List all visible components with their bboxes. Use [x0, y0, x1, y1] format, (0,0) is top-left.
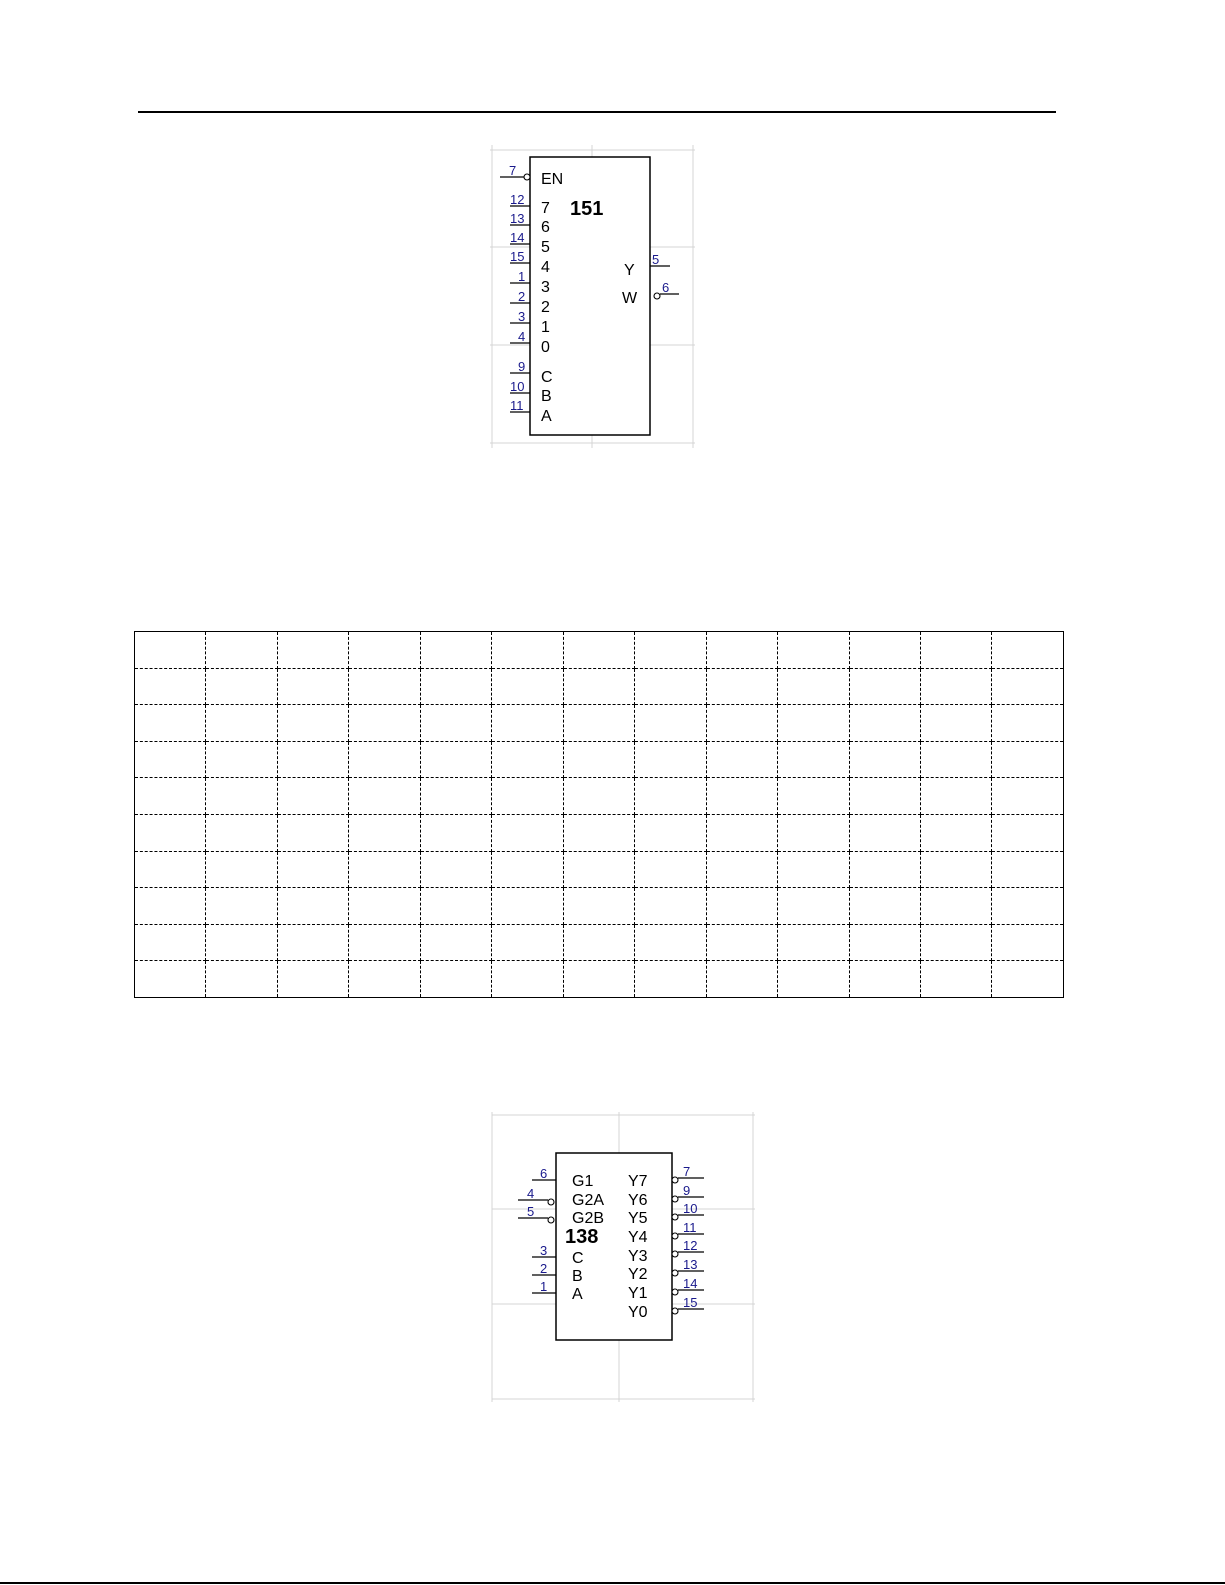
table-cell[interactable] — [706, 961, 777, 998]
pin-number: 2 — [518, 289, 526, 304]
table-cell[interactable] — [135, 888, 206, 925]
pin-label: Y4 — [628, 1229, 648, 1246]
table-cell[interactable] — [849, 778, 920, 815]
table-cell[interactable] — [778, 778, 849, 815]
table-cell[interactable] — [992, 888, 1064, 925]
table-cell[interactable] — [492, 705, 563, 742]
table-cell[interactable] — [992, 814, 1064, 851]
table-row — [135, 924, 1064, 961]
table-cell[interactable] — [349, 778, 420, 815]
table-cell[interactable] — [563, 888, 634, 925]
table-cell[interactable] — [420, 778, 491, 815]
table-cell[interactable] — [135, 814, 206, 851]
table-cell[interactable] — [635, 668, 706, 705]
pin-number: 5 — [527, 1204, 535, 1219]
table-cell[interactable] — [920, 778, 991, 815]
table-cell[interactable] — [349, 888, 420, 925]
header-rule — [138, 111, 1056, 113]
chip-151-figure — [490, 145, 705, 450]
table-cell[interactable] — [277, 961, 348, 998]
table-cell[interactable] — [563, 851, 634, 888]
table-cell[interactable] — [920, 851, 991, 888]
table-row — [135, 668, 1064, 705]
inversion-bubble — [548, 1217, 554, 1223]
pin-label: G1 — [572, 1173, 594, 1190]
pin-label: Y2 — [628, 1266, 648, 1283]
pin-label: B — [572, 1268, 583, 1285]
table-cell[interactable] — [849, 705, 920, 742]
pin-number: 9 — [518, 359, 526, 374]
table-cell[interactable] — [992, 741, 1064, 778]
table-cell[interactable] — [277, 668, 348, 705]
pin-label: 5 — [541, 239, 550, 256]
table-cell[interactable] — [420, 705, 491, 742]
table-row — [135, 814, 1064, 851]
table-cell[interactable] — [992, 705, 1064, 742]
table-cell[interactable] — [635, 888, 706, 925]
chip-138-figure — [492, 1112, 757, 1404]
table-cell[interactable] — [563, 741, 634, 778]
table-cell[interactable] — [420, 851, 491, 888]
inversion-bubble — [548, 1199, 554, 1205]
pin-label: Y1 — [628, 1285, 648, 1302]
table-cell[interactable] — [706, 814, 777, 851]
table-cell[interactable] — [992, 778, 1064, 815]
table-cell[interactable] — [778, 961, 849, 998]
pin-number: 14 — [683, 1276, 698, 1291]
inversion-bubble — [672, 1177, 678, 1183]
table-cell[interactable] — [635, 961, 706, 998]
table-cell[interactable] — [706, 851, 777, 888]
table-cell[interactable] — [492, 814, 563, 851]
pin-label: Y5 — [628, 1210, 648, 1227]
inversion-bubble — [672, 1289, 678, 1295]
table-cell[interactable] — [206, 851, 277, 888]
table-cell[interactable] — [349, 632, 420, 669]
pin-label: 6 — [541, 219, 550, 236]
table-row — [135, 961, 1064, 998]
table-cell[interactable] — [920, 888, 991, 925]
table-cell[interactable] — [849, 632, 920, 669]
table-cell[interactable] — [706, 705, 777, 742]
table-row — [135, 705, 1064, 742]
table-cell[interactable] — [420, 961, 491, 998]
table-cell[interactable] — [135, 632, 206, 669]
table-cell[interactable] — [920, 961, 991, 998]
table-cell[interactable] — [706, 741, 777, 778]
table-cell[interactable] — [420, 814, 491, 851]
table-cell[interactable] — [563, 778, 634, 815]
table-cell[interactable] — [920, 814, 991, 851]
table-cell[interactable] — [920, 741, 991, 778]
table-cell[interactable] — [277, 924, 348, 961]
chip-138-svg — [492, 1112, 757, 1404]
table-cell[interactable] — [492, 668, 563, 705]
table-cell[interactable] — [420, 741, 491, 778]
table-cell[interactable] — [778, 888, 849, 925]
table-cell[interactable] — [277, 888, 348, 925]
chip-151-svg — [490, 145, 705, 450]
pin-label: C — [572, 1250, 584, 1267]
table-cell[interactable] — [706, 668, 777, 705]
table-cell[interactable] — [920, 632, 991, 669]
table-cell[interactable] — [778, 814, 849, 851]
pin-number: 13 — [510, 211, 525, 226]
table-cell[interactable] — [206, 741, 277, 778]
table-cell[interactable] — [635, 778, 706, 815]
table-cell[interactable] — [778, 705, 849, 742]
table-cell[interactable] — [492, 741, 563, 778]
table-cell[interactable] — [778, 632, 849, 669]
pin-label: A — [541, 408, 552, 425]
pin-label: 3 — [541, 279, 550, 296]
table-cell[interactable] — [992, 632, 1064, 669]
table-cell[interactable] — [420, 668, 491, 705]
table-row — [135, 888, 1064, 925]
table-cell[interactable] — [206, 705, 277, 742]
table-cell[interactable] — [563, 668, 634, 705]
pin-number: 1 — [540, 1279, 548, 1294]
pin-label: 0 — [541, 339, 550, 356]
table-cell[interactable] — [849, 814, 920, 851]
pin-label: G2A — [572, 1192, 605, 1209]
chip-name: 138 — [565, 1226, 599, 1248]
pin-label: W — [622, 290, 638, 307]
table-cell[interactable] — [992, 668, 1064, 705]
table-cell[interactable] — [206, 888, 277, 925]
pin-number: 7 — [509, 163, 517, 178]
table-row — [135, 632, 1064, 669]
table-cell[interactable] — [849, 851, 920, 888]
table-cell[interactable] — [277, 632, 348, 669]
inversion-bubble — [672, 1308, 678, 1314]
pin-number: 6 — [662, 280, 670, 295]
table-row — [135, 741, 1064, 778]
table-cell[interactable] — [349, 668, 420, 705]
table-cell[interactable] — [635, 741, 706, 778]
inversion-bubble — [654, 293, 660, 299]
inversion-bubble — [672, 1233, 678, 1239]
pin-label: Y0 — [628, 1304, 648, 1321]
table-cell[interactable] — [635, 924, 706, 961]
table-cell[interactable] — [849, 888, 920, 925]
pin-number: 10 — [683, 1201, 698, 1216]
pin-label: Y6 — [628, 1192, 648, 1209]
inversion-bubble — [672, 1270, 678, 1276]
table-cell[interactable] — [135, 741, 206, 778]
pin-number: 4 — [518, 329, 526, 344]
table-cell[interactable] — [706, 632, 777, 669]
pin-number: 6 — [540, 1166, 548, 1181]
table-cell[interactable] — [135, 705, 206, 742]
table-cell[interactable] — [563, 632, 634, 669]
table-cell[interactable] — [849, 924, 920, 961]
pin-number: 11 — [510, 398, 524, 413]
table-cell[interactable] — [135, 924, 206, 961]
footer-rule — [0, 1582, 1225, 1584]
pin-number: 11 — [683, 1220, 697, 1235]
pin-label: Y3 — [628, 1248, 648, 1265]
table-cell[interactable] — [420, 632, 491, 669]
table-cell[interactable] — [849, 668, 920, 705]
table-cell[interactable] — [563, 814, 634, 851]
table-cell[interactable] — [563, 924, 634, 961]
table-cell[interactable] — [135, 778, 206, 815]
table-cell[interactable] — [206, 924, 277, 961]
table-cell[interactable] — [920, 668, 991, 705]
pin-number: 7 — [683, 1164, 691, 1179]
table-cell[interactable] — [349, 741, 420, 778]
table-cell[interactable] — [563, 705, 634, 742]
pin-label: EN — [541, 171, 564, 188]
table-cell[interactable] — [778, 668, 849, 705]
pin-label: 1 — [541, 319, 550, 336]
pin-label: Y — [624, 262, 635, 279]
table-cell[interactable] — [135, 961, 206, 998]
inversion-bubble — [524, 174, 530, 180]
table-cell[interactable] — [135, 668, 206, 705]
table-cell[interactable] — [992, 961, 1064, 998]
table-cell[interactable] — [635, 814, 706, 851]
table-cell[interactable] — [277, 814, 348, 851]
table-row — [135, 778, 1064, 815]
table-cell[interactable] — [349, 705, 420, 742]
pin-number: 1 — [518, 269, 526, 284]
pin-number: 14 — [510, 230, 525, 245]
pin-label: C — [541, 369, 553, 386]
table-cell[interactable] — [635, 705, 706, 742]
inversion-bubble — [672, 1251, 678, 1257]
pin-number: 3 — [518, 309, 526, 324]
chip-name: 151 — [570, 198, 604, 220]
table-cell[interactable] — [706, 888, 777, 925]
inversion-bubble — [672, 1214, 678, 1220]
pin-number: 15 — [510, 249, 525, 264]
table-cell[interactable] — [920, 924, 991, 961]
pin-number: 10 — [510, 379, 525, 394]
table-cell[interactable] — [706, 778, 777, 815]
table-cell[interactable] — [778, 741, 849, 778]
table-cell[interactable] — [492, 924, 563, 961]
table-cell[interactable] — [349, 961, 420, 998]
pin-label: 4 — [541, 259, 550, 276]
table-cell[interactable] — [635, 632, 706, 669]
table-cell[interactable] — [992, 924, 1064, 961]
pin-label: B — [541, 388, 552, 405]
pin-label: G2B — [572, 1210, 605, 1227]
table-row — [135, 851, 1064, 888]
table-cell[interactable] — [920, 705, 991, 742]
table-cell[interactable] — [206, 668, 277, 705]
pin-number: 13 — [683, 1257, 698, 1272]
table-cell[interactable] — [349, 924, 420, 961]
table-cell[interactable] — [635, 851, 706, 888]
table-cell[interactable] — [206, 814, 277, 851]
pin-number: 12 — [510, 192, 525, 207]
table-cell[interactable] — [349, 851, 420, 888]
table-cell[interactable] — [277, 778, 348, 815]
pin-number: 5 — [652, 252, 660, 267]
pin-label: A — [572, 1286, 583, 1303]
table-cell[interactable] — [563, 961, 634, 998]
table-cell[interactable] — [420, 924, 491, 961]
table-cell[interactable] — [778, 924, 849, 961]
pin-label: 2 — [541, 299, 550, 316]
table-cell[interactable] — [277, 741, 348, 778]
pin-label: Y7 — [628, 1173, 648, 1190]
pin-number: 3 — [540, 1243, 548, 1258]
pin-number: 12 — [683, 1238, 698, 1253]
table-cell[interactable] — [492, 961, 563, 998]
table-cell[interactable] — [277, 705, 348, 742]
table-cell[interactable] — [849, 961, 920, 998]
pin-number: 9 — [683, 1183, 691, 1198]
table-cell[interactable] — [206, 961, 277, 998]
table-cell[interactable] — [849, 741, 920, 778]
table-cell[interactable] — [706, 924, 777, 961]
pin-number: 4 — [527, 1186, 535, 1201]
pin-number: 2 — [540, 1261, 548, 1276]
table-cell[interactable] — [492, 888, 563, 925]
table-cell[interactable] — [349, 814, 420, 851]
table-cell[interactable] — [277, 851, 348, 888]
blank-truth-table — [134, 631, 1064, 998]
table-cell[interactable] — [206, 632, 277, 669]
table-cell[interactable] — [206, 778, 277, 815]
pin-number: 15 — [683, 1295, 698, 1310]
table-cell[interactable] — [420, 888, 491, 925]
pin-label: 7 — [541, 200, 550, 217]
table-cell[interactable] — [135, 851, 206, 888]
table-cell[interactable] — [992, 851, 1064, 888]
inversion-bubble — [672, 1196, 678, 1202]
table-cell[interactable] — [492, 632, 563, 669]
table-cell[interactable] — [492, 851, 563, 888]
table-cell[interactable] — [492, 778, 563, 815]
table-cell[interactable] — [778, 851, 849, 888]
